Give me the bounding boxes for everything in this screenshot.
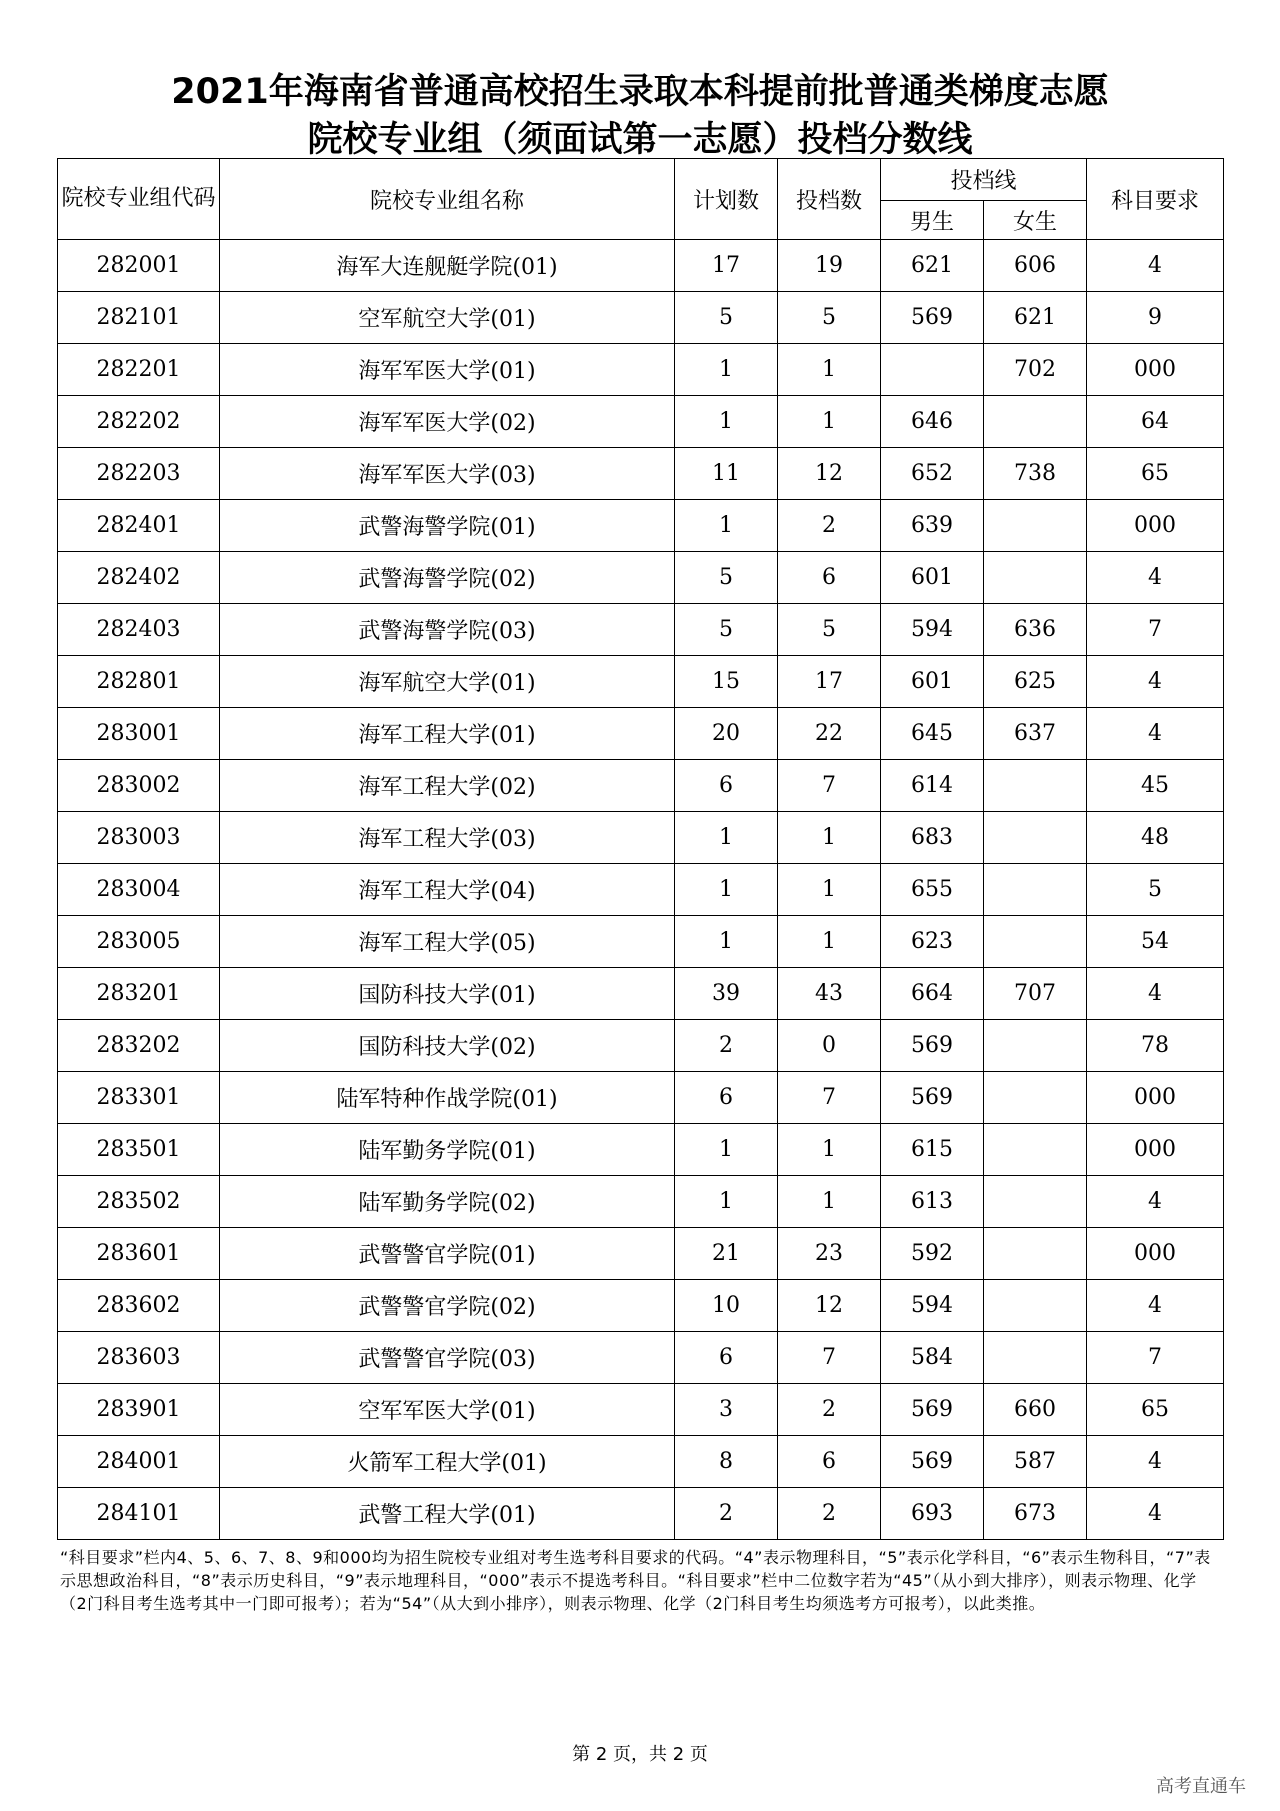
cell-female — [984, 500, 1087, 552]
document-title-line2: 院校专业组（须面试第一志愿）投档分数线 — [307, 120, 973, 160]
cell-name: 海军工程大学(03) — [220, 812, 675, 864]
cell-code: 283001 — [58, 708, 220, 760]
cell-plan: 1 — [675, 396, 778, 448]
table-row — [58, 1228, 1224, 1280]
cell-female: 707 — [984, 968, 1087, 1020]
cell-name: 武警海警学院(02) — [220, 552, 675, 604]
cell-subject: 000 — [1087, 344, 1224, 396]
cell-name: 陆军勤务学院(01) — [220, 1124, 675, 1176]
watermark: 高考直通车 — [1156, 1776, 1246, 1797]
cell-admitted: 1 — [778, 1176, 881, 1228]
cell-code: 283201 — [58, 968, 220, 1020]
cell-male — [881, 344, 984, 396]
cell-female: 621 — [984, 292, 1087, 344]
document-title-line1: 2021年海南省普通高校招生录取本科提前批普通类梯度志愿 — [171, 72, 1109, 112]
table-row — [58, 292, 1224, 344]
cell-male: 584 — [881, 1332, 984, 1384]
cell-code: 283601 — [58, 1228, 220, 1280]
table-row — [58, 864, 1224, 916]
cell-admitted: 2 — [778, 500, 881, 552]
cell-subject: 7 — [1087, 604, 1224, 656]
cell-code: 282402 — [58, 552, 220, 604]
cell-male: 683 — [881, 812, 984, 864]
cell-admitted: 7 — [778, 1072, 881, 1124]
cell-male: 621 — [881, 240, 984, 292]
cell-code: 283005 — [58, 916, 220, 968]
table-row — [58, 1384, 1224, 1436]
cell-code: 282401 — [58, 500, 220, 552]
cell-subject: 45 — [1087, 760, 1224, 812]
cell-plan: 17 — [675, 240, 778, 292]
header-admitted: 投档数 — [778, 159, 881, 240]
cell-subject: 7 — [1087, 1332, 1224, 1384]
cell-code: 283202 — [58, 1020, 220, 1072]
cell-name: 海军军医大学(03) — [220, 448, 675, 500]
cell-male: 594 — [881, 604, 984, 656]
cell-name: 武警工程大学(01) — [220, 1488, 675, 1540]
table-row — [58, 1072, 1224, 1124]
cell-code: 282801 — [58, 656, 220, 708]
cell-plan: 5 — [675, 552, 778, 604]
cell-male: 623 — [881, 916, 984, 968]
cell-subject: 65 — [1087, 448, 1224, 500]
cell-subject: 54 — [1087, 916, 1224, 968]
cell-admitted: 6 — [778, 1436, 881, 1488]
cell-subject: 4 — [1087, 968, 1224, 1020]
cell-admitted: 1 — [778, 812, 881, 864]
cell-plan: 10 — [675, 1280, 778, 1332]
cell-code: 282203 — [58, 448, 220, 500]
cell-subject: 000 — [1087, 1228, 1224, 1280]
cell-name: 海军工程大学(02) — [220, 760, 675, 812]
cell-name: 空军航空大学(01) — [220, 292, 675, 344]
cell-name: 海军军医大学(02) — [220, 396, 675, 448]
cell-code: 283004 — [58, 864, 220, 916]
cell-code: 283901 — [58, 1384, 220, 1436]
table-row — [58, 1332, 1224, 1384]
header-subject: 科目要求 — [1087, 159, 1224, 240]
cell-admitted: 5 — [778, 604, 881, 656]
cell-male: 569 — [881, 292, 984, 344]
cell-code: 283501 — [58, 1124, 220, 1176]
cell-admitted: 2 — [778, 1488, 881, 1540]
cell-name: 火箭军工程大学(01) — [220, 1436, 675, 1488]
cell-male: 615 — [881, 1124, 984, 1176]
cell-admitted: 17 — [778, 656, 881, 708]
cell-plan: 1 — [675, 344, 778, 396]
cell-plan: 3 — [675, 1384, 778, 1436]
cell-subject: 4 — [1087, 1280, 1224, 1332]
cell-name: 海军大连舰艇学院(01) — [220, 240, 675, 292]
table-row — [58, 1176, 1224, 1228]
table-row — [58, 448, 1224, 500]
cell-male: 664 — [881, 968, 984, 1020]
cell-female: 587 — [984, 1436, 1087, 1488]
cell-female — [984, 812, 1087, 864]
cell-subject: 4 — [1087, 240, 1224, 292]
cell-male: 569 — [881, 1072, 984, 1124]
table-row — [58, 1280, 1224, 1332]
cell-admitted: 6 — [778, 552, 881, 604]
cell-code: 283002 — [58, 760, 220, 812]
cell-code: 284101 — [58, 1488, 220, 1540]
cell-code: 283502 — [58, 1176, 220, 1228]
cell-admitted: 1 — [778, 864, 881, 916]
cell-female — [984, 1020, 1087, 1072]
cell-plan: 1 — [675, 812, 778, 864]
cell-plan: 15 — [675, 656, 778, 708]
cell-plan: 5 — [675, 292, 778, 344]
cell-admitted: 7 — [778, 760, 881, 812]
cell-plan: 6 — [675, 760, 778, 812]
cell-plan: 1 — [675, 864, 778, 916]
page-number: 第 2 页，共 2 页 — [572, 1744, 708, 1765]
cell-name: 海军工程大学(04) — [220, 864, 675, 916]
cell-female — [984, 1072, 1087, 1124]
cell-code: 283301 — [58, 1072, 220, 1124]
cell-male: 569 — [881, 1384, 984, 1436]
cell-female — [984, 864, 1087, 916]
cell-female: 606 — [984, 240, 1087, 292]
cell-male: 569 — [881, 1436, 984, 1488]
cell-subject: 64 — [1087, 396, 1224, 448]
header-code: 院校专业组代码 — [58, 159, 220, 240]
cell-subject: 5 — [1087, 864, 1224, 916]
cell-name: 海军航空大学(01) — [220, 656, 675, 708]
cell-male: 601 — [881, 656, 984, 708]
cell-name: 海军工程大学(05) — [220, 916, 675, 968]
cell-subject: 4 — [1087, 1176, 1224, 1228]
cell-admitted: 1 — [778, 344, 881, 396]
table-row — [58, 760, 1224, 812]
header-cutoff-line: 投档线 — [881, 159, 1087, 201]
cell-name: 海军工程大学(01) — [220, 708, 675, 760]
cell-subject: 78 — [1087, 1020, 1224, 1072]
cell-code: 283003 — [58, 812, 220, 864]
table-row — [58, 708, 1224, 760]
cell-subject: 4 — [1087, 656, 1224, 708]
table-row — [58, 396, 1224, 448]
cell-admitted: 7 — [778, 1332, 881, 1384]
cell-code: 283603 — [58, 1332, 220, 1384]
table-row — [58, 656, 1224, 708]
cell-admitted: 23 — [778, 1228, 881, 1280]
cell-name: 陆军特种作战学院(01) — [220, 1072, 675, 1124]
cell-admitted: 1 — [778, 396, 881, 448]
table-row — [58, 1020, 1224, 1072]
table-row — [58, 968, 1224, 1020]
cell-male: 569 — [881, 1020, 984, 1072]
cell-plan: 2 — [675, 1020, 778, 1072]
cell-female — [984, 1280, 1087, 1332]
cell-name: 武警警官学院(02) — [220, 1280, 675, 1332]
cell-female — [984, 552, 1087, 604]
cell-admitted: 1 — [778, 1124, 881, 1176]
cell-subject: 9 — [1087, 292, 1224, 344]
table-row — [58, 344, 1224, 396]
cell-name: 海军军医大学(01) — [220, 344, 675, 396]
cell-code: 283602 — [58, 1280, 220, 1332]
table-row — [58, 916, 1224, 968]
cell-male: 614 — [881, 760, 984, 812]
cell-female — [984, 1124, 1087, 1176]
footnote: “科目要求”栏内4、5、6、7、8、9和000均为招生院校专业组对考生选考科目要求的代码。“4”表示物理科目，“5”表示化学科目，“6”表示生物科目，“7”表示思想政治科目，“8”表示历史科目，“9”表示地理科目，“000”表示不提选考科目。“科目要求”栏中二位数字若为“45”（从小到大排序），则表示物理、化学（2门科目考生选考其中一门即可报考）；若为“54”（从大到小排序），则表示物理、化学（2门科目考生均须选考方可报考），以此类推。 — [60, 1548, 1211, 1613]
cell-female: 625 — [984, 656, 1087, 708]
cell-admitted: 12 — [778, 448, 881, 500]
cell-subject: 4 — [1087, 552, 1224, 604]
score-table — [57, 158, 1224, 1540]
cell-female: 738 — [984, 448, 1087, 500]
cell-plan: 1 — [675, 500, 778, 552]
cell-name: 武警警官学院(01) — [220, 1228, 675, 1280]
table-row — [58, 1124, 1224, 1176]
cell-plan: 20 — [675, 708, 778, 760]
cell-subject: 000 — [1087, 1072, 1224, 1124]
cell-plan: 39 — [675, 968, 778, 1020]
cell-female: 660 — [984, 1384, 1087, 1436]
cell-plan: 11 — [675, 448, 778, 500]
cell-name: 空军军医大学(01) — [220, 1384, 675, 1436]
cell-female — [984, 1332, 1087, 1384]
cell-male: 639 — [881, 500, 984, 552]
cell-name: 国防科技大学(02) — [220, 1020, 675, 1072]
cell-subject: 48 — [1087, 812, 1224, 864]
cell-female — [984, 1228, 1087, 1280]
cell-name: 武警海警学院(01) — [220, 500, 675, 552]
cell-female: 673 — [984, 1488, 1087, 1540]
header-name: 院校专业组名称 — [220, 159, 675, 240]
cell-plan: 1 — [675, 1124, 778, 1176]
cell-admitted: 19 — [778, 240, 881, 292]
cell-name: 国防科技大学(01) — [220, 968, 675, 1020]
cell-plan: 5 — [675, 604, 778, 656]
cell-male: 601 — [881, 552, 984, 604]
cell-male: 646 — [881, 396, 984, 448]
table-row — [58, 500, 1224, 552]
table-row — [58, 604, 1224, 656]
cell-plan: 6 — [675, 1072, 778, 1124]
cell-code: 282201 — [58, 344, 220, 396]
cell-subject: 4 — [1087, 1436, 1224, 1488]
cell-admitted: 0 — [778, 1020, 881, 1072]
cell-code: 284001 — [58, 1436, 220, 1488]
cell-male: 613 — [881, 1176, 984, 1228]
table-row — [58, 240, 1224, 292]
table-row — [58, 812, 1224, 864]
cell-male: 594 — [881, 1280, 984, 1332]
cell-code: 282001 — [58, 240, 220, 292]
cell-plan: 8 — [675, 1436, 778, 1488]
cell-female — [984, 1176, 1087, 1228]
cell-code: 282403 — [58, 604, 220, 656]
cell-subject: 000 — [1087, 500, 1224, 552]
cell-female: 702 — [984, 344, 1087, 396]
cell-name: 武警警官学院(03) — [220, 1332, 675, 1384]
cell-subject: 000 — [1087, 1124, 1224, 1176]
cell-admitted: 22 — [778, 708, 881, 760]
cell-admitted: 2 — [778, 1384, 881, 1436]
cell-female: 637 — [984, 708, 1087, 760]
cell-code: 282202 — [58, 396, 220, 448]
cell-male: 592 — [881, 1228, 984, 1280]
cell-plan: 2 — [675, 1488, 778, 1540]
cell-male: 655 — [881, 864, 984, 916]
table-row — [58, 1436, 1224, 1488]
cell-admitted: 1 — [778, 916, 881, 968]
cell-female — [984, 396, 1087, 448]
cell-subject: 65 — [1087, 1384, 1224, 1436]
cell-male: 645 — [881, 708, 984, 760]
cell-code: 282101 — [58, 292, 220, 344]
header-female: 女生 — [984, 201, 1087, 240]
table-row — [58, 552, 1224, 604]
cell-name: 陆军勤务学院(02) — [220, 1176, 675, 1228]
cell-female — [984, 916, 1087, 968]
cell-female: 636 — [984, 604, 1087, 656]
cell-plan: 1 — [675, 916, 778, 968]
header-male: 男生 — [881, 201, 984, 240]
cell-plan: 6 — [675, 1332, 778, 1384]
cell-subject: 4 — [1087, 708, 1224, 760]
cell-subject: 4 — [1087, 1488, 1224, 1540]
cell-female — [984, 760, 1087, 812]
cell-plan: 1 — [675, 1176, 778, 1228]
cell-plan: 21 — [675, 1228, 778, 1280]
cell-name: 武警海警学院(03) — [220, 604, 675, 656]
cell-admitted: 5 — [778, 292, 881, 344]
cell-admitted: 12 — [778, 1280, 881, 1332]
cell-admitted: 43 — [778, 968, 881, 1020]
cell-male: 693 — [881, 1488, 984, 1540]
table-body — [58, 240, 1224, 1540]
table-row — [58, 1488, 1224, 1540]
header-plan: 计划数 — [675, 159, 778, 240]
cell-male: 652 — [881, 448, 984, 500]
